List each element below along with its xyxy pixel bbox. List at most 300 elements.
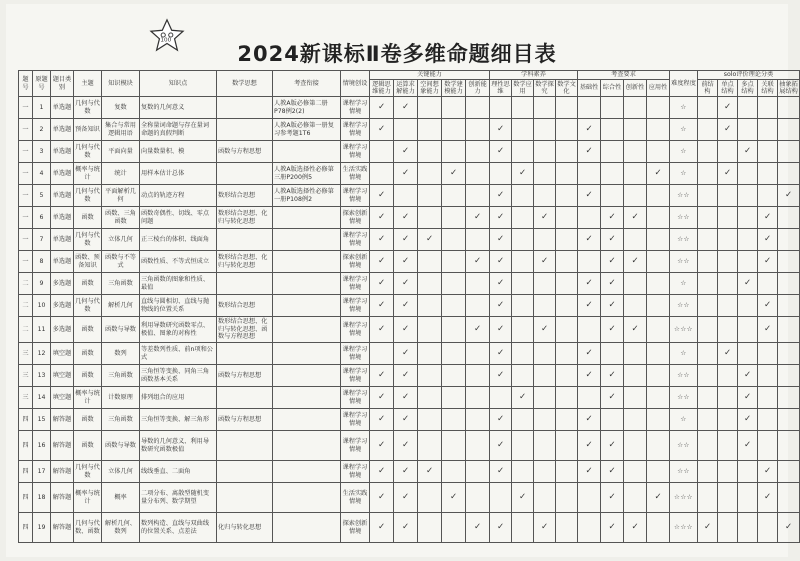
requirement-cell: [601, 431, 624, 461]
check-icon: ✓: [473, 521, 482, 532]
solo-cell: [698, 251, 718, 273]
theme-cell: 概率与统计: [74, 163, 102, 185]
requirement-cell: [578, 97, 601, 119]
literacy-cell: [556, 387, 578, 409]
subcol-header-yq-0: 基础性: [578, 80, 601, 97]
type-cell: 解答题: [51, 483, 74, 513]
literacy-cell: [534, 163, 556, 185]
number-cell: 3: [33, 141, 51, 163]
literacy-cell: [534, 295, 556, 317]
number-cell: 19: [33, 513, 51, 543]
ability-cell: [418, 273, 442, 295]
table-row: [19, 119, 800, 141]
check-icon: ✓: [518, 391, 527, 402]
module-cell: 集合与常用逻辑用语: [102, 119, 140, 141]
theme-cell: 几何与代数: [74, 461, 102, 483]
ability-cell: [394, 141, 418, 163]
solo-cell: [718, 317, 738, 343]
module-cell: 立体几何: [102, 461, 140, 483]
requirement-cell: [624, 229, 647, 251]
module-cell: 函数与导数: [102, 317, 140, 343]
theme-cell: 函数: [74, 365, 102, 387]
table-row: [19, 185, 800, 207]
solo-cell: [758, 119, 778, 141]
module-cell: 函数、三角函数: [102, 207, 140, 229]
check-icon: ✓: [377, 521, 386, 532]
col-header-mokuai: 知识模块: [102, 71, 140, 97]
link-cell: [273, 251, 341, 273]
ability-cell: [466, 163, 490, 185]
section-cell: 四: [19, 461, 33, 483]
ability-cell: [466, 119, 490, 141]
check-icon: ✓: [784, 189, 793, 200]
table-row: [19, 229, 800, 251]
solo-cell: [778, 431, 800, 461]
requirement-cell: [624, 119, 647, 141]
ability-cell: [370, 365, 394, 387]
check-icon: ✓: [401, 521, 410, 532]
theme-cell: 函数: [74, 343, 102, 365]
link-cell: [273, 387, 341, 409]
check-icon: ✓: [608, 465, 616, 476]
ability-cell: [442, 273, 466, 295]
context-cell: 探索创新情境: [341, 251, 370, 273]
ability-cell: [466, 365, 490, 387]
knowledge-cell: 线线垂直、二面角: [140, 461, 217, 483]
ability-cell: [418, 295, 442, 317]
ability-cell: [466, 409, 490, 431]
solo-cell: [738, 273, 758, 295]
solo-cell: [778, 483, 800, 513]
ability-cell: [394, 251, 418, 273]
ability-cell: [394, 387, 418, 409]
section-cell: 四: [19, 409, 33, 431]
solo-cell: [758, 141, 778, 163]
ability-cell: [466, 431, 490, 461]
check-icon: ✓: [377, 189, 386, 200]
thought-cell: [217, 119, 273, 141]
requirement-cell: [578, 387, 601, 409]
check-icon: ✓: [608, 277, 616, 288]
type-cell: 解答题: [51, 431, 74, 461]
ability-cell: [418, 229, 442, 251]
theme-cell: 函数: [74, 409, 102, 431]
ability-cell: [442, 229, 466, 251]
solo-cell: [718, 431, 738, 461]
ability-cell: [418, 251, 442, 273]
solo-cell: [778, 185, 800, 207]
context-cell: 课程学习情境: [341, 97, 370, 119]
type-cell: 多选题: [51, 295, 74, 317]
solo-cell: [698, 317, 718, 343]
check-icon: ✓: [743, 413, 752, 424]
check-icon: ✓: [540, 211, 549, 222]
check-icon: ✓: [585, 413, 593, 424]
solo-cell: [698, 163, 718, 185]
solo-cell: [718, 483, 738, 513]
theme-cell: 函数: [74, 207, 102, 229]
check-icon: ✓: [743, 145, 752, 156]
check-icon: ✓: [585, 347, 593, 358]
subcol-header-yq-2: 创新性: [624, 80, 647, 97]
solo-cell: [778, 343, 800, 365]
link-cell: [273, 141, 341, 163]
thought-cell: [217, 163, 273, 185]
requirement-cell: [578, 119, 601, 141]
check-icon: ✓: [585, 145, 593, 156]
check-icon: ✓: [763, 233, 772, 244]
difficulty-stars: ☆☆: [670, 229, 698, 251]
solo-cell: [778, 317, 800, 343]
literacy-cell: [534, 317, 556, 343]
requirement-cell: [647, 295, 670, 317]
solo-cell: [778, 461, 800, 483]
section-cell: 一: [19, 97, 33, 119]
ability-cell: [394, 163, 418, 185]
literacy-cell: [490, 141, 512, 163]
solo-cell: [738, 461, 758, 483]
type-cell: 单选题: [51, 251, 74, 273]
solo-cell: [758, 343, 778, 365]
type-cell: 单选题: [51, 97, 74, 119]
table-row: [19, 365, 800, 387]
solo-cell: [738, 229, 758, 251]
module-cell: 立体几何: [102, 229, 140, 251]
module-cell: 函数与导数: [102, 431, 140, 461]
check-icon: ✓: [763, 299, 772, 310]
requirement-cell: [624, 431, 647, 461]
requirement-cell: [624, 251, 647, 273]
check-icon: ✓: [401, 167, 410, 178]
solo-cell: [738, 409, 758, 431]
solo-cell: [698, 409, 718, 431]
theme-cell: 几何与代数、函数: [74, 513, 102, 543]
literacy-cell: [556, 229, 578, 251]
ability-cell: [370, 251, 394, 273]
knowledge-cell: 利用导数研究函数零点、极值、图象的对称性: [140, 317, 217, 343]
requirement-cell: [624, 97, 647, 119]
requirement-cell: [624, 365, 647, 387]
ability-cell: [370, 513, 394, 543]
literacy-cell: [512, 273, 534, 295]
thought-cell: 函数与方程思想: [217, 365, 273, 387]
knowledge-cell: 向量数量积、模: [140, 141, 217, 163]
literacy-cell: [556, 251, 578, 273]
ability-cell: [394, 185, 418, 207]
solo-cell: [758, 387, 778, 409]
subcol-header-yq-3: 应用性: [647, 80, 670, 97]
check-icon: ✓: [585, 189, 593, 200]
solo-cell: [758, 163, 778, 185]
check-icon: ✓: [654, 167, 662, 178]
check-icon: ✓: [540, 255, 549, 266]
ability-cell: [394, 207, 418, 229]
ability-cell: [394, 229, 418, 251]
thought-cell: [217, 461, 273, 483]
literacy-cell: [556, 141, 578, 163]
table-row: [19, 409, 800, 431]
check-icon: ✓: [401, 347, 410, 358]
solo-cell: [758, 483, 778, 513]
ability-cell: [418, 483, 442, 513]
module-cell: 平面解析几何: [102, 185, 140, 207]
section-cell: 一: [19, 251, 33, 273]
check-icon: ✓: [377, 491, 386, 502]
solo-cell: [718, 207, 738, 229]
literacy-cell: [534, 343, 556, 365]
subcol-header-sy-2: 数学探究: [535, 80, 554, 95]
solo-cell: [758, 513, 778, 543]
check-icon: ✓: [608, 491, 616, 502]
solo-cell: [698, 483, 718, 513]
knowledge-cell: 三角函数的图象和性质、最值: [140, 273, 217, 295]
ability-cell: [418, 365, 442, 387]
knowledge-cell: 正三棱台的体积、线面角: [140, 229, 217, 251]
section-cell: 三: [19, 365, 33, 387]
col-header-yuanhao: 原题号: [33, 71, 51, 97]
literacy-cell: [534, 483, 556, 513]
difficulty-stars: ☆: [670, 163, 698, 185]
check-icon: ✓: [425, 233, 434, 244]
table-row: [19, 141, 800, 163]
type-cell: 解答题: [51, 513, 74, 543]
literacy-cell: [512, 343, 534, 365]
requirement-cell: [624, 273, 647, 295]
ability-cell: [370, 207, 394, 229]
thought-cell: 数形结合思想、化归与转化思想: [217, 251, 273, 273]
solo-cell: [758, 97, 778, 119]
check-icon: ✓: [401, 101, 410, 112]
solo-cell: [718, 185, 738, 207]
type-cell: 多选题: [51, 317, 74, 343]
requirement-cell: [647, 97, 670, 119]
requirement-cell: [578, 251, 601, 273]
solo-cell: [718, 295, 738, 317]
group-header-suyang: 学科素养: [490, 71, 578, 80]
context-cell: 探索创新情境: [341, 207, 370, 229]
check-icon: ✓: [401, 145, 410, 156]
ability-cell: [370, 343, 394, 365]
check-icon: ✓: [496, 299, 505, 310]
solo-cell: [698, 343, 718, 365]
requirement-cell: [601, 207, 624, 229]
section-cell: 三: [19, 343, 33, 365]
literacy-cell: [534, 431, 556, 461]
requirement-cell: [624, 409, 647, 431]
context-cell: 课程学习情境: [341, 141, 370, 163]
literacy-cell: [512, 387, 534, 409]
ability-cell: [418, 409, 442, 431]
thought-cell: 函数与方程思想: [217, 409, 273, 431]
module-cell: 三角函数: [102, 409, 140, 431]
requirement-cell: [601, 365, 624, 387]
check-icon: ✓: [377, 369, 386, 380]
requirement-cell: [624, 207, 647, 229]
literacy-cell: [490, 185, 512, 207]
solo-cell: [778, 207, 800, 229]
col-header-kaoqian: 考查衔接: [273, 71, 341, 97]
ability-cell: [394, 97, 418, 119]
number-cell: 18: [33, 483, 51, 513]
ability-cell: [442, 409, 466, 431]
document-sheet: [6, 4, 798, 557]
literacy-cell: [490, 229, 512, 251]
check-icon: ✓: [723, 347, 732, 358]
thought-cell: [217, 97, 273, 119]
ability-cell: [466, 229, 490, 251]
check-icon: ✓: [608, 521, 616, 532]
thought-cell: 数形结合思想、化归与转化思想、函数与方程思想: [217, 317, 273, 343]
solo-cell: [738, 163, 758, 185]
ability-cell: [418, 97, 442, 119]
type-cell: 解答题: [51, 409, 74, 431]
solo-cell: [778, 119, 800, 141]
solo-cell: [718, 163, 738, 185]
ability-cell: [370, 185, 394, 207]
type-cell: 填空题: [51, 387, 74, 409]
knowledge-cell: 导数的几何意义、利用导数研究函数极值: [140, 431, 217, 461]
check-icon: ✓: [401, 391, 410, 402]
table-row: [19, 513, 800, 543]
requirement-cell: [578, 513, 601, 543]
subcol-header-gj-2: 空间想象能力: [418, 80, 442, 97]
check-icon: ✓: [608, 323, 616, 334]
check-icon: ✓: [496, 521, 505, 532]
type-cell: 单选题: [51, 185, 74, 207]
module-cell: 三角函数: [102, 273, 140, 295]
requirement-cell: [578, 273, 601, 295]
link-cell: 人教A版必修第一册复习参考题1T6: [273, 119, 341, 141]
knowledge-cell: 直线与圆相切、直线与抛物线的位置关系: [140, 295, 217, 317]
number-cell: 8: [33, 251, 51, 273]
type-cell: 填空题: [51, 365, 74, 387]
section-cell: 四: [19, 431, 33, 461]
literacy-cell: [534, 119, 556, 141]
link-cell: [273, 513, 341, 543]
requirement-cell: [624, 461, 647, 483]
ability-cell: [418, 163, 442, 185]
difficulty-stars: ☆☆: [670, 295, 698, 317]
difficulty-stars: ☆: [670, 119, 698, 141]
ability-cell: [394, 119, 418, 141]
table-row: [19, 295, 800, 317]
check-icon: ✓: [401, 299, 410, 310]
check-icon: ✓: [784, 521, 793, 532]
requirement-cell: [578, 295, 601, 317]
requirement-cell: [647, 513, 670, 543]
difficulty-stars: ☆☆☆: [670, 483, 698, 513]
solo-cell: [718, 273, 738, 295]
ability-cell: [466, 251, 490, 273]
subcol-header-solo-2: 多点结构: [738, 80, 758, 97]
requirement-cell: [578, 317, 601, 343]
ability-cell: [394, 409, 418, 431]
ability-cell: [418, 185, 442, 207]
knowledge-cell: 排列组合的应用: [140, 387, 217, 409]
requirement-cell: [578, 229, 601, 251]
literacy-cell: [556, 119, 578, 141]
literacy-cell: [512, 119, 534, 141]
ability-cell: [370, 317, 394, 343]
check-icon: ✓: [654, 491, 662, 502]
table-row: [19, 207, 800, 229]
check-icon: ✓: [449, 491, 458, 502]
requirement-cell: [647, 483, 670, 513]
literacy-cell: [490, 409, 512, 431]
requirement-cell: [647, 273, 670, 295]
difficulty-stars: ☆☆: [670, 185, 698, 207]
requirement-cell: [647, 431, 670, 461]
check-icon: ✓: [377, 465, 386, 476]
solo-cell: [778, 141, 800, 163]
difficulty-stars: ☆: [670, 343, 698, 365]
thought-cell: 化归与转化思想: [217, 513, 273, 543]
check-icon: ✓: [496, 211, 505, 222]
requirement-cell: [578, 431, 601, 461]
ability-cell: [442, 163, 466, 185]
solo-cell: [718, 343, 738, 365]
literacy-cell: [512, 207, 534, 229]
section-cell: 三: [19, 387, 33, 409]
solo-cell: [738, 343, 758, 365]
solo-cell: [738, 365, 758, 387]
section-cell: 二: [19, 295, 33, 317]
section-cell: 四: [19, 483, 33, 513]
check-icon: ✓: [496, 123, 505, 134]
check-icon: ✓: [743, 391, 752, 402]
check-icon: ✓: [723, 123, 732, 134]
solo-cell: [698, 119, 718, 141]
ability-cell: [394, 483, 418, 513]
col-header-zhuti: 主题: [74, 71, 102, 97]
literacy-cell: [490, 163, 512, 185]
knowledge-cell: 全称量词命题与存在量词命题的真假判断: [140, 119, 217, 141]
check-icon: ✓: [496, 323, 505, 334]
solo-cell: [758, 431, 778, 461]
context-cell: 课程学习情境: [341, 431, 370, 461]
check-icon: ✓: [377, 255, 386, 266]
requirement-cell: [624, 295, 647, 317]
solo-cell: [698, 273, 718, 295]
requirement-cell: [647, 229, 670, 251]
check-icon: ✓: [425, 465, 434, 476]
ability-cell: [466, 483, 490, 513]
requirement-cell: [601, 251, 624, 273]
module-cell: 函数与不等式: [102, 251, 140, 273]
context-cell: 探索创新情境: [341, 513, 370, 543]
literacy-cell: [490, 343, 512, 365]
section-cell: 四: [19, 513, 33, 543]
subcol-header-yq-1: 综合性: [601, 80, 624, 97]
ability-cell: [394, 461, 418, 483]
check-icon: ✓: [377, 299, 386, 310]
requirement-cell: [601, 513, 624, 543]
number-cell: 15: [33, 409, 51, 431]
check-icon: ✓: [763, 211, 772, 222]
solo-cell: [778, 387, 800, 409]
check-icon: ✓: [608, 233, 616, 244]
ability-cell: [442, 295, 466, 317]
ability-cell: [370, 483, 394, 513]
solo-cell: [718, 387, 738, 409]
thought-cell: [217, 387, 273, 409]
solo-cell: [778, 229, 800, 251]
check-icon: ✓: [608, 369, 616, 380]
literacy-cell: [534, 513, 556, 543]
knowledge-cell: 复数的几何意义: [140, 97, 217, 119]
check-icon: ✓: [473, 323, 482, 334]
ability-cell: [442, 431, 466, 461]
